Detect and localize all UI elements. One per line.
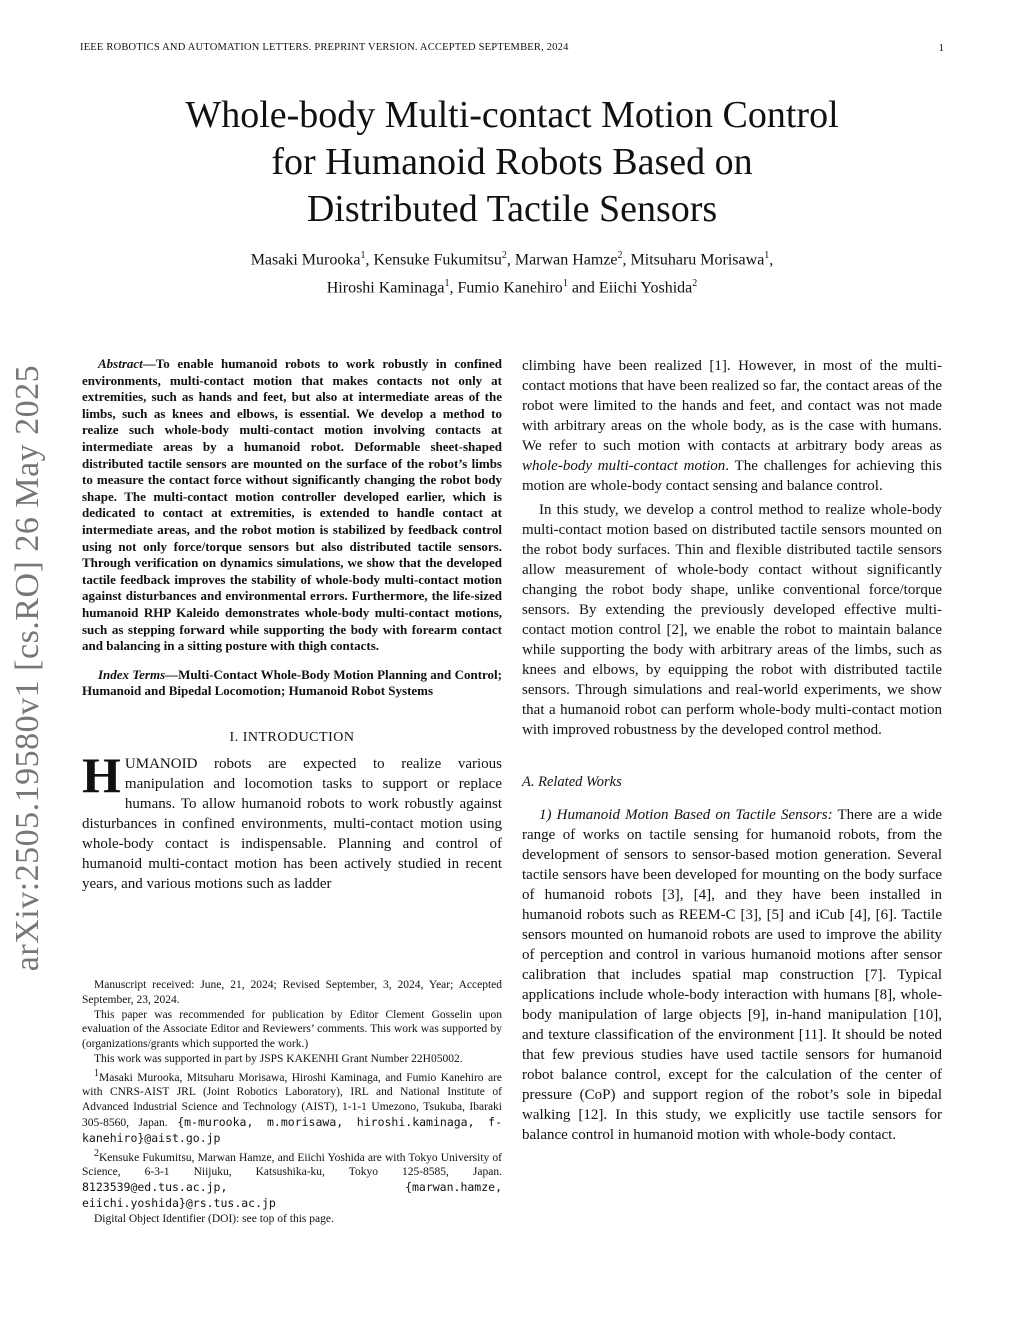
affiliation-mark: 1 [562,278,568,290]
left-column [82,356,502,894]
author-name: Kensuke Fukumitsu [373,251,502,269]
author-name: Eiichi Yoshida [598,279,693,297]
introduction-paragraph [82,746,502,894]
author-name: Hiroshi Kaminaga [326,279,445,297]
abstract-label: Abstract [98,356,143,371]
footnote-doi: Digital Object Identifier (DOI): see top of this page. [94,1212,334,1225]
author-name: Fumio Kanehiro [457,279,563,297]
paragraph-continuation [522,356,942,496]
author-name: Masaki Murooka [250,251,361,269]
page-number: 1 [938,42,944,54]
affiliation-mark: 1 [764,250,770,261]
index-terms-text: —Multi-Contact Whole-Body Motion Planning and Control; Humanoid and Bipedal Locomotion; Humanoid Robot Systems [82,666,502,699]
affiliation-mark: 2 [94,1147,99,1159]
paper-title [100,92,924,233]
drop-cap: H [82,746,121,803]
footnote-recommended: This paper was recommended for publication by Editor Clement Gosselin upon evaluation of the Associate Editor and Reviewers’ comments. This work was supported by (organizations/grants which supported the work.) [82,1008,502,1051]
index-terms-label: Index Terms [98,666,166,682]
affiliation-mark: 1 [94,1067,99,1079]
abstract-text: —To enable humanoid robots to work robustly in confined environments, multi-contact motion that makes contacts not only at extremities, such as hands and feet, but also at intermediate areas of the limbs, such as knees and elbows, is essential. We develop a method to realize such whole-body multi-contact motion involving contacts at intermediate areas by a humanoid robot. Deformable sheet-shaped distributed tactile sensors are mounted on the surface of the robot’s limbs to measure the contact force without significantly changing the robot body shape. The multi-contact motion controller developed earlier, which is dedicated to contact at extremities, is extended to handle contact at intermediate areas, and the robot motion is stabilized by feedback control using not only force/torque sensors but also distributed tactile sensors. Through verification on dynamics simulations, we show that the developed tactile feedback improves the stability of whole-body multi-contact motion against disturbances and environmental errors. Furthermore, the life-sized humanoid RHP Kaleido demonstrates whole-body multi-contact motions, such as stepping forward while supporting the body with forearm contact and balancing in a sitting posture with thigh contacts. [82,356,502,654]
index-terms [82,667,502,700]
running-header: IEEE ROBOTICS AND AUTOMATION LETTERS. PREPRINT VERSION. ACCEPTED SEPTEMBER, 2024 [80,42,569,53]
emphasized-term: whole-body multi-contact motion [522,458,726,474]
footnote-received: Manuscript received: June, 21, 2024; Revised September, 3, 2024, Year; Accepted September, 23, 2024. [82,979,502,1006]
subsection-heading-related-works: A. Related Works [522,774,622,790]
footnote-grant: This work was supported in part by JSPS KAKENHI Grant Number 22H05002. [94,1052,463,1065]
email-addresses[interactable]: 8123539@ed.tus.ac.jp, {marwan.hamze, eiichi.yoshida}@rs.tus.ac.jp [82,1180,502,1210]
author-name: Marwan Hamze [514,251,618,269]
email-addresses[interactable]: {m-murooka, m.morisawa, hiroshi.kaminaga, f-kanehiro}@aist.go.jp [82,1115,502,1145]
author-name: Mitsuharu Morisawa [630,251,765,269]
affiliation-mark: 2 [692,278,698,290]
paragraph-text: There are a wide range of works on tactile sensing for humanoid robots, from the development of sensors to sensor-based motion generation. Several tactile sensors have been developed for mounting on the body surface of humanoid robots [3], [4], and they have been installed in humanoid robots such as REEM-C [3], [5] and iCub [4], [6]. Tactile sensors mounted on humanoid robots are used to improve the ability of perception and control in various humanoid motions after sensor calibration that includes spatial map construction [7]. Typical applications include whole-body interaction with humans [8], whole-body manipulation of large objects [9], in-hand manipulation [10], and texture classification of the environment [11]. It should be noted that few previous studies have used tactile sensors for humanoid robot balance control, except for the calculation of the center of pressure (CoP) and support region of the robot’s sole in bipedal walking [12]. In this study, we explicitly use tactile sensors for balance control in humanoid motion with whole-body contact. [522,807,942,1143]
right-column [522,356,942,1145]
affiliation-mark: 1 [360,250,366,261]
paragraph-text: climbing have been realized [1]. However, in most of the multi-contact motions that have been realized so far, the contact areas of the robot were limited to the hands and feet, and contact was not made with arbitrary areas on the whole body, as is the case with humans. We refer to such motion with contacts at arbitrary body areas as [522,358,942,454]
affiliation-text: Masaki Murooka, Mitsuharu Morisawa, Hiroshi Kaminaga, and Fumio Kanehiro are with CNRS-AIST JRL (Joint Robotics Laboratory), IRL and National Institute of Advanced Industrial Science and Technology (AIST), 1-1-1 Umezono, Tsukuba, Ibaraki 305-8560, Japan. [82,1071,502,1129]
abstract [82,356,502,655]
subsubsection-heading: 1) Humanoid Motion Based on Tactile Sensors: [539,807,833,823]
title-line-3: Distributed Tactile Sensors [306,188,718,230]
footnote-affiliation-2 [82,1147,502,1212]
author-line-1: Masaki Murooka$^1$, Kensuke Fukumitsu$^2$, Marwan Hamze$^2$, Mitsuharu Morisawa$^1$, [250,250,774,269]
paragraph-text: . The challenges for achieving this motion are whole-body contact sensing and balance control. [522,458,942,494]
arxiv-identifier: arXiv:2505.19580v1 [cs.RO] 26 May 2025 [9,364,46,972]
affiliation-text: Kensuke Fukumitsu, Marwan Hamze, and Eiichi Yoshida are with Tokyo University of Science, 6-3-1 Niijuku, Katsushika-ku, Tokyo 125-8585, Japan. [82,1151,502,1179]
author-line-2: Hiroshi Kaminaga$^1$, Fumio Kanehiro$^1$ and Eiichi Yoshida$^2$ [326,278,698,297]
section-heading-introduction: I. INTRODUCTION [229,729,355,745]
title-line-1: Whole-body Multi-contact Motion Control [185,94,839,136]
paragraph-this-study: In this study, we develop a control method to realize whole-body multi-contact motion based on distributed tactile sensors mounted on the robot body surfaces. Thin and flexible distributed tactile sensors allow measurement of whole-body contact without significantly changing the robot body shape, unlike conventional force/torque sensors. By extending the previously developed effective multi-contact motion control [2], we enable the robot to maintain balance while supporting the body with arbitrary areas of the limbs, such as knees and elbows, by equipping the robot with distributed tactile sensors. Through simulations and real-world experiments, we show that a humanoid robot can perform whole-body multi-contact motion with improved robustness by the developed control method. [522,502,942,738]
affiliation-mark: 2 [617,250,623,261]
affiliation-mark: 1 [444,278,450,290]
introduction-text: UMANOID robots are expected to realize various manipulation and locomotion tasks to support or replace humans. To allow humanoid robots to work robustly against disturbances in confined environments, multi-contact motion using whole-body contact is indispensable. Planning and control of humanoid multi-contact motion has been actively studied in recent years, and various motions such as ladder [82,755,502,892]
author-list [100,244,924,301]
title-line-2: for Humanoid Robots Based on [271,141,753,183]
footnote-affiliation-1 [82,1067,502,1147]
paragraph-related-works [522,805,942,1145]
affiliation-mark: 2 [501,250,507,261]
footnotes [82,978,502,1226]
